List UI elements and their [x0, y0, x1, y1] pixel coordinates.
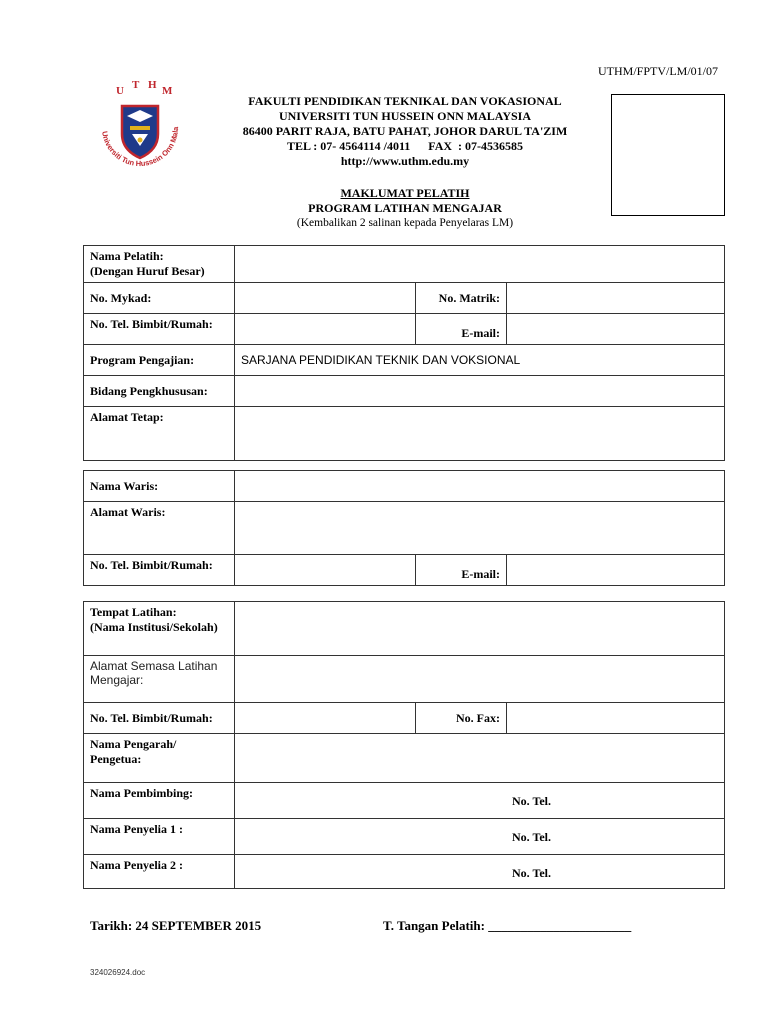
mykad-label: No. Mykad:: [84, 283, 235, 314]
header-faculty: FAKULTI PENDIDIKAN TEKNIKAL DAN VOKASIONAL: [248, 94, 562, 108]
alamat-semasa-field[interactable]: [235, 656, 725, 703]
trainee-info-table: [83, 245, 725, 461]
pembimbing-field[interactable]: [235, 783, 725, 819]
pembimbing-label: Nama Pembimbing:: [84, 783, 235, 819]
faculty-header: [210, 94, 600, 169]
pengarah-field[interactable]: [235, 734, 725, 783]
fax-label: No. Fax:: [416, 703, 507, 734]
title-note: (Kembalikan 2 salinan kepada Penyelaras LM): [296, 217, 514, 229]
penyelia1-field[interactable]: [235, 819, 725, 855]
nama-waris-field[interactable]: [235, 471, 725, 502]
penyelia2-tel-label: No. Tel.: [512, 866, 552, 880]
tel-label: No. Tel. Bimbit/Rumah:: [84, 314, 235, 345]
mykad-field[interactable]: [235, 283, 416, 314]
alamat-waris-label: Alamat Waris:: [84, 502, 235, 555]
matrik-label: No. Matrik:: [416, 283, 507, 314]
matrik-field[interactable]: [507, 283, 725, 314]
penyelia1-tel-label: No. Tel.: [512, 830, 552, 844]
alamat-semasa-label: Alamat Semasa Latihan Mengajar:: [84, 656, 235, 703]
fax-field[interactable]: [507, 703, 725, 734]
waris-email-label: E-mail:: [416, 555, 507, 586]
nama-pelatih-label: Nama Pelatih: (Dengan Huruf Besar): [84, 246, 235, 283]
latihan-tel-field[interactable]: [235, 703, 416, 734]
svg-text:UTHM: U T H M: [116, 79, 173, 97]
svg-text:Universiti Tun Hussein Onn Mal: Universiti Tun Hussein Onn Mala: [100, 126, 181, 169]
waris-tel-label: No. Tel. Bimbit/Rumah:: [84, 555, 235, 586]
waris-tel-field[interactable]: [235, 555, 416, 586]
pengarah-label: Nama Pengarah/ Pengetua:: [84, 734, 235, 783]
tandatangan-pelatih: T. Tangan Pelatih: ______________________: [383, 918, 632, 933]
nama-waris-label: Nama Waris:: [84, 471, 235, 502]
waris-email-field[interactable]: [507, 555, 725, 586]
program-label: Program Pengajian:: [84, 345, 235, 376]
tempat-latihan-label: Tempat Latihan: (Nama Institusi/Sekolah): [84, 602, 235, 656]
program-field[interactable]: SARJANA PENDIDIKAN TEKNIK DAN VOKSIONAL: [235, 345, 725, 376]
tel-field[interactable]: [235, 314, 416, 345]
pembimbing-tel-label: No. Tel.: [512, 794, 552, 808]
file-name: 324026924.doc: [90, 968, 146, 977]
title-main: MAKLUMAT PELATIH: [340, 186, 470, 200]
form-title: [210, 186, 600, 231]
guardian-info-table: [83, 470, 725, 586]
alamat-tetap-field[interactable]: [235, 407, 725, 461]
alamat-tetap-label: Alamat Tetap:: [84, 407, 235, 461]
email-field[interactable]: [507, 314, 725, 345]
header-website: http://www.uthm.edu.my: [340, 154, 470, 168]
header-phone-fax: TEL : 07- 4564114 /4011 FAX : 07-4536585: [286, 139, 524, 153]
email-label: E-mail:: [416, 314, 507, 345]
document-code: UTHM/FPTV/LM/01/07: [597, 64, 718, 78]
nama-pelatih-field[interactable]: [235, 246, 725, 283]
header-university: UNIVERSITI TUN HUSSEIN ONN MALAYSIA: [278, 109, 532, 123]
penyelia2-field[interactable]: [235, 855, 725, 889]
bidang-field[interactable]: [235, 376, 725, 407]
photo-box: [611, 94, 725, 216]
training-info-table: [83, 601, 725, 889]
bidang-label: Bidang Pengkhususan:: [84, 376, 235, 407]
tarikh: Tarikh: 24 SEPTEMBER 2015: [90, 918, 262, 933]
penyelia2-label: Nama Penyelia 2 :: [84, 855, 235, 889]
latihan-tel-label: No. Tel. Bimbit/Rumah:: [84, 703, 235, 734]
title-sub: PROGRAM LATIHAN MENGAJAR: [308, 201, 502, 215]
uthm-logo: [88, 76, 192, 180]
tempat-latihan-field[interactable]: [235, 602, 725, 656]
header-address: 86400 PARIT RAJA, BATU PAHAT, JOHOR DARUL TA'ZIM: [242, 124, 568, 138]
alamat-waris-field[interactable]: [235, 502, 725, 555]
penyelia1-label: Nama Penyelia 1 :: [84, 819, 235, 855]
